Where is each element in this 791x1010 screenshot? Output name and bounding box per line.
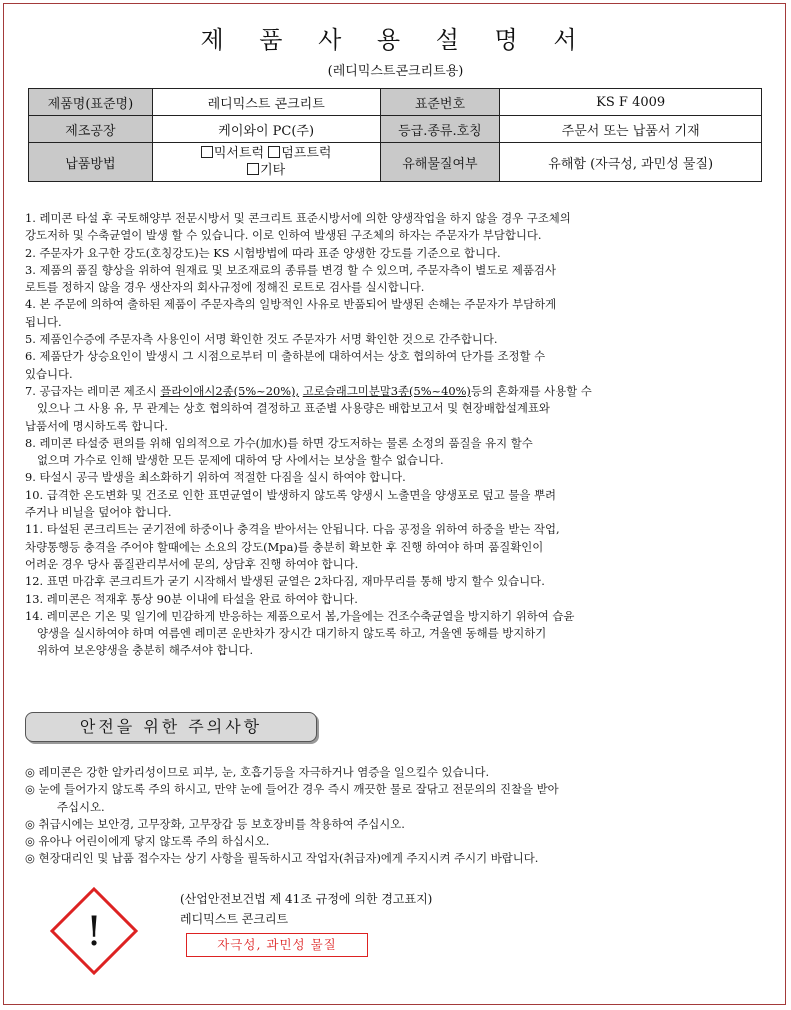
warning-hazard-badge: 자극성, 과민성 물질 (186, 933, 368, 957)
standard-no-label: 표준번호 (380, 89, 500, 116)
note-line: 됩니다. (25, 314, 62, 329)
product-info-table (28, 88, 762, 182)
note-line: 있으나 그 사용 유, 무 관계는 상호 협의하여 결정하고 표준별 사용량은 배합보고서 및 현장배합설계표와 (37, 401, 550, 416)
usage-notes (25, 210, 760, 660)
note-7-line: 7. 공급자는 레미콘 제조시 플라이애시2종(5%~20%), 고로슬래그미분말3종(5%~40%)등의 혼화재를 사용할 수 (25, 383, 592, 398)
note-line: 11. 타설된 콘크리트는 굳기전에 하중이나 충격을 받아서는 안됩니다. 다음 공정을 위하여 하중을 받는 작업, (25, 522, 560, 537)
slag-spec: 고로슬래그미분말3종(5%~40%) (302, 383, 471, 398)
safety-heading: 안전을 위한 주의사항 (25, 712, 317, 742)
delivery-options (152, 143, 380, 182)
info-row-factory (29, 116, 762, 143)
warning-reference: (산업안전보건법 제 41조 규정에 의한 경고표지) (180, 892, 433, 906)
note-line: 있습니다. (25, 366, 73, 381)
delivery-option-other[interactable]: 기타 (247, 163, 285, 178)
grade-value: 주문서 또는 납품서 기재 (500, 116, 762, 143)
note-line: 1. 레미콘 타설 후 국토해양부 전문시방서 및 콘크리트 표준시방서에 의한 양생작업을 하지 않을 경우 구조체의 (25, 211, 571, 225)
note-line: 14. 레미콘은 기온 및 일기에 민감하게 반응하는 제품으로서 봄,가을에는 건조수축균열을 방지하기 위하여 습윤 (25, 608, 575, 623)
grade-label: 등급.종류.호칭 (380, 116, 500, 143)
note-line: 10. 급격한 온도변화 및 건조로 인한 표면균열이 발생하지 않도록 양생시 노출면을 양생포로 덮고 물을 뿌려 (25, 487, 556, 502)
checkbox-icon[interactable] (268, 146, 280, 158)
note-line: 로트를 정하지 않을 경우 생산자의 회사규정에 정해진 로트로 검사를 실시합니다. (25, 280, 425, 295)
delivery-label: 납품방법 (29, 143, 153, 182)
note-line: 2. 주문자가 요구한 강도(호칭강도)는 KS 시험방법에 따라 표준 양생한 강도를 기준으로 합니다. (25, 245, 501, 260)
factory-label: 제조공장 (29, 116, 153, 143)
warning-symbol: ! (85, 909, 103, 955)
delivery-option-dump-truck[interactable]: 덤프트럭 (268, 146, 331, 161)
safety-cautions (25, 764, 760, 868)
product-name-value: 레디믹스트 콘크리트 (152, 89, 380, 116)
hazard-value: 유해함 (자극성, 과민성 물질) (500, 143, 762, 182)
note-line: 차량통행등 충격을 주어야 할때에는 소요의 강도(Mpa)를 충분히 확보한 후 진행 하여야 하며 품질확인이 (25, 539, 544, 554)
caution-item: ◎ 유아나 어린이에게 닿지 않도록 주의 하십시오. (25, 834, 270, 849)
note-line: 9. 타설시 공극 발생을 최소화하기 위하여 적절한 다짐을 실시 하여야 합니다. (25, 470, 406, 485)
caution-item: ◎ 눈에 들어가지 않도록 주의 하시고, 만약 눈에 들어간 경우 즉시 깨끗한 물로 잘닦고 전문의의 진찰을 받아 (25, 782, 559, 797)
info-row-product (29, 89, 762, 116)
exclamation-diamond-icon (50, 887, 138, 975)
note-line: 5. 제품인수증에 주문자측 사용인이 서명 확인한 것도 주문자가 서명 확인한 것으로 간주합니다. (25, 332, 498, 347)
note-line: 3. 제품의 품질 향상을 위하여 원재료 및 보조재료의 종류를 변경 할 수 있으며, 주문자측이 별도로 제품검사 (25, 262, 556, 277)
hazard-label: 유해물질여부 (380, 143, 500, 182)
note-line: 강도저하 및 수축균열이 발생 할 수 있습니다. 이로 인하여 발생된 구조체의 하자는 주문자가 부담합니다. (25, 228, 542, 243)
note-line: 위하여 보온양생을 충분히 해주셔야 합니다. (37, 643, 254, 658)
note-line: 4. 본 주문에 의하여 출하된 제품이 주문자측의 일방적인 사유로 반품되어 발생된 손해는 주문자가 부담하게 (25, 297, 557, 312)
caution-item: 주십시오. (57, 799, 105, 814)
note-line: 납품서에 명시하도록 합니다. (25, 418, 168, 433)
product-name-label: 제품명(표준명) (29, 89, 153, 116)
note-line: 주거나 비닐을 덮어야 합니다. (25, 505, 172, 520)
warning-product: 레디믹스트 콘크리트 (180, 912, 289, 926)
caution-item: ◎ 현장대리인 및 납품 접수자는 상기 사항을 필독하시고 작업자(취급자)에게 주지시켜 주시기 바랍니다. (25, 851, 539, 866)
note-line: 13. 레미콘은 적재후 통상 90분 이내에 타설을 완료 하여야 합니다. (25, 591, 358, 606)
note-line: 12. 표면 마감후 콘크리트가 굳기 시작해서 발생된 균열은 2차다짐, 재마무리를 통해 방지 할수 있습니다. (25, 574, 545, 589)
checkbox-icon[interactable] (247, 163, 259, 175)
document-subtitle: (레디믹스트콘크리트용) (327, 64, 464, 79)
caution-item: ◎ 취급시에는 보안경, 고무장화, 고무장갑 등 보호장비를 착용하여 주십시오. (25, 816, 405, 831)
note-line: 6. 제품단가 상승요인이 발생시 그 시점으로부터 미 출하분에 대하여서는 상호 협의하여 단가를 조정할 수 (25, 349, 546, 364)
factory-value: 케이와이 PC(주) (152, 116, 380, 143)
note-line: 양생을 실시하여야 하며 여름엔 레미콘 운반차가 장시간 대기하지 않도록 하고, 겨울엔 동해를 방지하기 (37, 626, 547, 641)
note-line: 어려운 경우 당사 품질관리부서에 문의, 상담후 진행 하여야 합니다. (25, 556, 359, 571)
checkbox-icon[interactable] (201, 146, 213, 158)
delivery-option-mixer-truck[interactable]: 믹서트럭 (201, 146, 264, 161)
standard-no-value: KS F 4009 (500, 89, 762, 116)
note-line: 8. 레미콘 타설중 편의를 위해 임의적으로 가수(加水)를 하면 강도저하는 물론 소정의 품질을 유지 할수 (25, 435, 533, 450)
info-row-delivery (29, 143, 762, 182)
note-line: 없으며 가수로 인해 발생한 모든 문제에 대하여 당 사에서는 보상을 할수 없습니다. (37, 453, 444, 468)
document-title: 제 품 사 용 설 명 서 (200, 26, 591, 54)
caution-item: ◎ 레미콘은 강한 알카리성이므로 피부, 눈, 호흡기등을 자극하거나 염증을 일으킬수 있습니다. (25, 765, 490, 779)
fly-ash-spec: 플라이애시2종(5%~20%), (160, 383, 300, 398)
